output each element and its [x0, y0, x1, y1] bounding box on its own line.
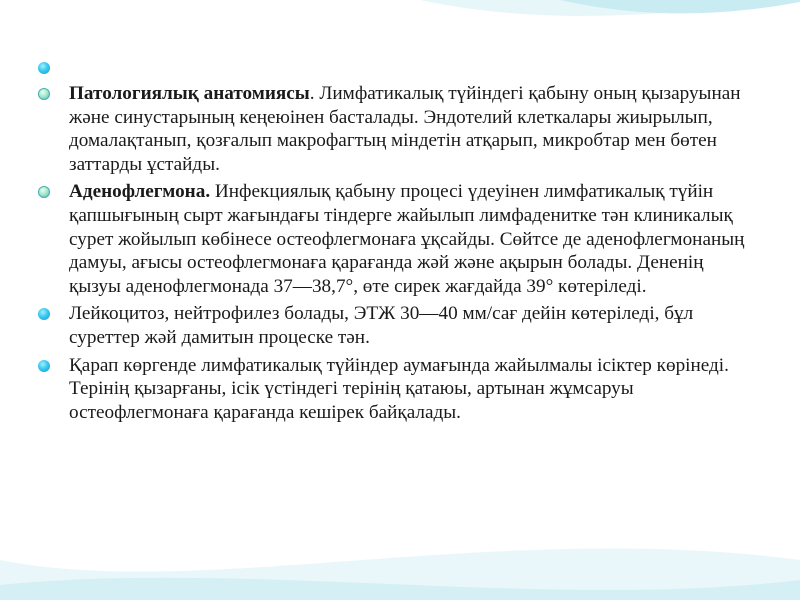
bullet-text: Лейкоцитоз, нейтрофилез болады, ЭТЖ 30—40 мм/сағ дейін көтеріледі, бұл суреттер жәй дамитын процеске тән. — [69, 303, 694, 348]
bullet-dot-icon — [38, 88, 50, 100]
bullet-dot-icon — [38, 186, 50, 198]
bullet-pathology-anatomy — [38, 82, 753, 176]
empty-bullet — [38, 56, 753, 78]
bullet-dot-icon — [38, 308, 50, 320]
bullet-text: Инфекциялық қабыну процесі үдеуінен лимфатикалық түйін қапшығының сырт жағындағы тіндерге жайылып лимфаденитке тән клиникалық сурет жойылып көбінесе остеофлегмонаға ұқсайды. Сөйтсе де аденофлегмонаның дамуы, ағысы остеофлегмонаға қарағанда жәй және ақырын болады. Дененің қызуы аденофлегмонада 37—38,7°, өте сирек жағдайда 39° көтеріледі. — [69, 181, 745, 297]
bullet-term: Аденофлегмона. — [69, 181, 211, 203]
bullet-term: Патологиялық анатомиясы — [69, 83, 310, 104]
bullet-adenophlegmon — [38, 180, 753, 298]
slide-content — [38, 56, 753, 428]
bullet-leukocytosis — [38, 302, 753, 349]
bullet-text: . Лимфатикалық түйіндегі қабыну оның қызаруынан және синустарының кеңеюінен басталады. Эндотелий клеткалары жиырылып, домалақтанып, қозғалып макрофагтың міндетін атқарып, микробтар мен бөтен заттарды ұстайды. — [69, 83, 741, 175]
bullet-inspection — [38, 354, 753, 425]
bullet-dot-icon — [38, 360, 50, 372]
bullet-dot-icon — [38, 62, 50, 74]
bullet-text: Қарап көргенде лимфатикалық түйіндер аумағында жайылмалы ісіктер көрінеді. Терінің қызарғаны, ісік үстіндегі терінің қатаюы, артынан жұмсаруы остеофлегмонаға қарағанда кешірек байқалады. — [69, 354, 729, 423]
